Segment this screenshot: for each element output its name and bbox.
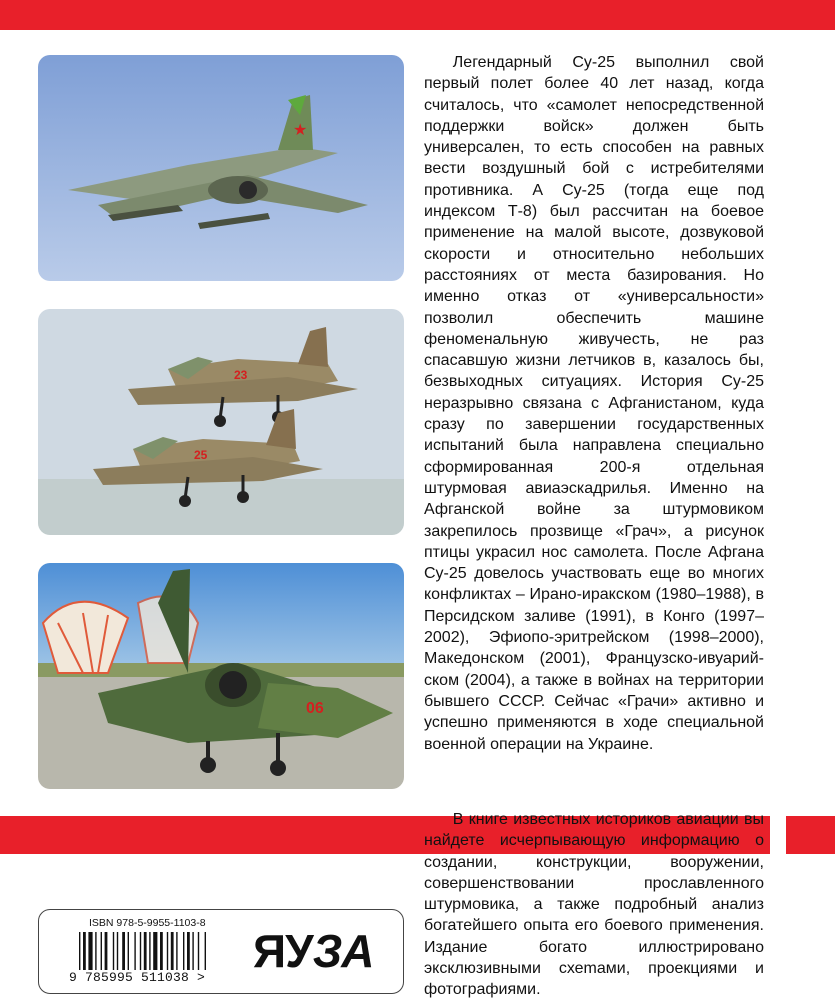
barcode-bar xyxy=(198,932,199,970)
red-band-right xyxy=(786,816,835,854)
barcode-bar xyxy=(79,932,80,970)
barcode-bar xyxy=(128,932,129,970)
publisher-logo xyxy=(253,925,374,977)
isbn-label: ISBN 978-5-9955-1103-8 xyxy=(89,917,206,929)
barcode-bar xyxy=(187,932,190,970)
book-summary-paragraph: В книге известных историков авиации вы найдете исчерпывающую информацию о создании, конструкции, вооружении, совершенствовании прославленного штурмовика, а также подробный анализ богатейшего опыта его боевого применения. Издание богато иллюстрировано эксклюзивными схеmами, проекциями и фотографиями. xyxy=(424,811,764,999)
barcode-bar xyxy=(192,932,193,970)
photo-su25-pair xyxy=(38,309,404,535)
barcode-bar xyxy=(117,932,118,970)
barcode-bar xyxy=(95,932,96,970)
barcode-bar xyxy=(167,932,168,970)
barcode-panel xyxy=(38,909,404,994)
barcode-bar xyxy=(183,932,184,970)
photo-su25-parked xyxy=(38,563,404,789)
barcode-bar xyxy=(176,932,177,970)
barcode-bar xyxy=(140,932,141,970)
barcode-bar xyxy=(160,932,163,970)
barcode-bar xyxy=(105,932,108,970)
photo-su25-flight xyxy=(38,55,404,281)
logo-part-1: ЯУ xyxy=(253,925,313,977)
barcode-bar xyxy=(113,932,114,970)
barcode-bar xyxy=(144,932,147,970)
barcode-bar xyxy=(122,932,125,970)
top-red-bar xyxy=(0,0,835,30)
barcode-bar xyxy=(149,932,150,970)
barcode-bar xyxy=(134,932,135,970)
logo-part-2: ЗА xyxy=(312,925,374,977)
barcode-bar xyxy=(88,932,92,970)
barcode-bar xyxy=(101,932,102,970)
description-paragraph: Легендарный Су-25 выполнил свой первый полет более 40 лет назад, когда считалось, что «самолет непосредственной поддержки войск» должен быть универсален, то есть способен на равных вести воздушный бой с истребителями противника. А Су-25 (тогда еще под индексом Т-8) был рассчитан на боевое применение на малой высоте, дозвуковой скорости и относительно небольших расстояниях от места базирования. Но именно отказ от «универсальности» позволил обеспечить машине феноменальную живучесть, не раз спасавшую жизни летчиков в, казалось бы, безвыходных ситуациях. История Су-25 неразрывно связана с Афганистаном, куда сразу по завершении государственных испытаний была направлена специально сформированная 200-я отдельная штурмовая авиаэскадрилья. Именно на Афганской войне за штурмовиком закрепилось прозвище «Грач», а рисунок птицы украсил нос самолета. После Афгана Су-25 довелось участвовать еще во многих конфликтах – Ирано-иракском (1980–1988), в Персидском заливе (1991), в Конго (1997–2002), Эфиопо-эритрейском (1998–2000), Македонском (2001), Французско-ивуарийском (2004), а также в войнах на территории бывшего СССР. Сейчас «Грачи» активно и успешно применяются в ходе специальной военной операции на Украине. xyxy=(424,54,764,753)
barcode-bar xyxy=(153,932,157,970)
barcode-bar xyxy=(171,932,174,970)
barcode-bar xyxy=(83,932,86,970)
barcode-bar xyxy=(205,932,206,970)
barcode-bars xyxy=(79,932,239,970)
jet-number-bottom: 25 xyxy=(194,448,208,462)
barcode-digits: 9 785995 511038 > xyxy=(69,970,206,985)
jet-number-top: 23 xyxy=(234,368,248,382)
jet-number-parked: 06 xyxy=(306,700,324,717)
red-star-marking: ★ xyxy=(293,122,308,139)
